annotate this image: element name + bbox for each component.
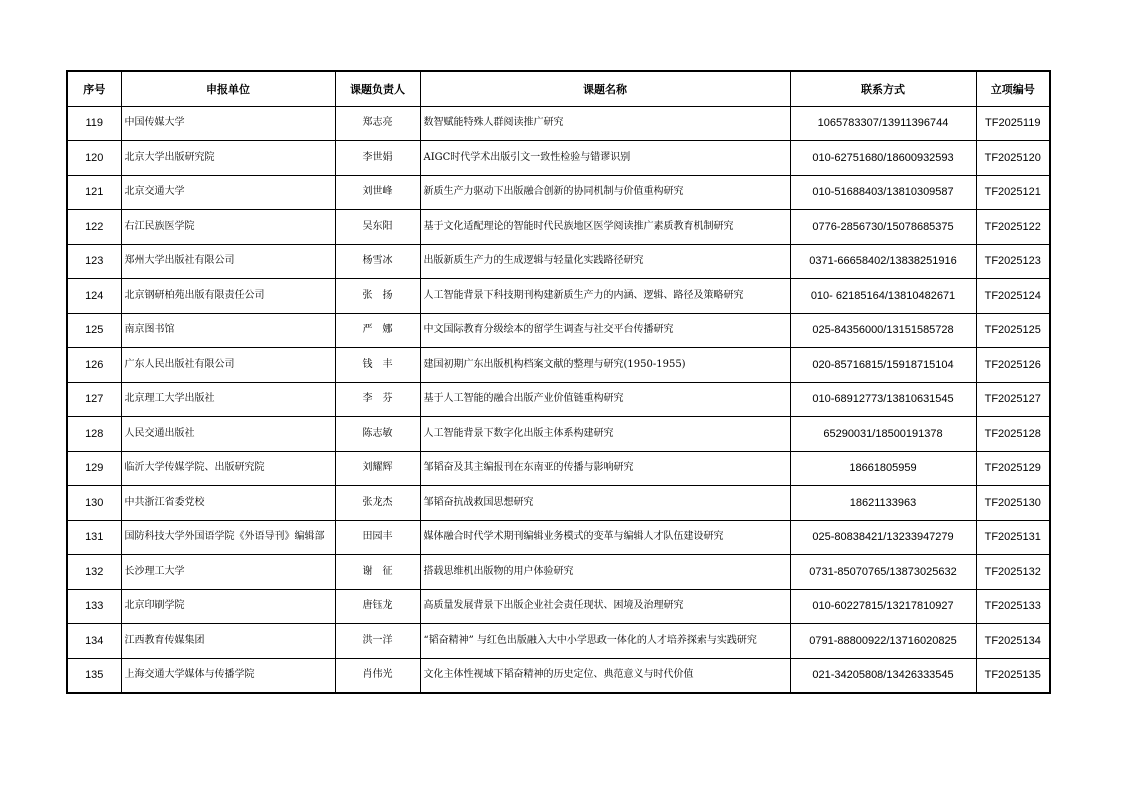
cell-title: 新质生产力驱动下出版融合创新的协同机制与价值重构研究 [420, 175, 790, 210]
cell-code: TF2025125 [976, 313, 1050, 348]
cell-unit: 南京图书馆 [121, 313, 335, 348]
cell-leader: 洪一洋 [335, 624, 420, 659]
cell-index: 128 [67, 417, 121, 452]
cell-leader: 郑志亮 [335, 106, 420, 141]
cell-unit: 上海交通大学媒体与传播学院 [121, 658, 335, 693]
cell-title: 基于人工智能的融合出版产业价值链重构研究 [420, 382, 790, 417]
cell-title: 搭载思维机出版物的用户体验研究 [420, 555, 790, 590]
cell-code: TF2025121 [976, 175, 1050, 210]
cell-code: TF2025135 [976, 658, 1050, 693]
table-row [67, 624, 1050, 659]
cell-code: TF2025122 [976, 210, 1050, 245]
cell-index: 131 [67, 520, 121, 555]
cell-index: 127 [67, 382, 121, 417]
cell-contact: 020-85716815/15918715104 [790, 348, 976, 383]
cell-contact: 0371-66658402/13838251916 [790, 244, 976, 279]
header-index: 序号 [67, 71, 121, 106]
cell-index: 130 [67, 486, 121, 521]
cell-code: TF2025120 [976, 141, 1050, 176]
cell-contact: 0776-2856730/15078685375 [790, 210, 976, 245]
cell-leader: 田园丰 [335, 520, 420, 555]
cell-contact: 18661805959 [790, 451, 976, 486]
table-row [67, 313, 1050, 348]
cell-code: TF2025127 [976, 382, 1050, 417]
cell-leader: 张龙杰 [335, 486, 420, 521]
table-row [67, 244, 1050, 279]
cell-title: 中文国际教育分级绘本的留学生调查与社交平台传播研究 [420, 313, 790, 348]
table-row [67, 210, 1050, 245]
cell-index: 132 [67, 555, 121, 590]
table-header-row [67, 71, 1050, 106]
table-row [67, 106, 1050, 141]
cell-contact: 65290031/18500191378 [790, 417, 976, 452]
cell-unit: 广东人民出版社有限公司 [121, 348, 335, 383]
cell-leader: 钱 丰 [335, 348, 420, 383]
cell-contact: 010-68912773/13810631545 [790, 382, 976, 417]
table-row [67, 175, 1050, 210]
cell-index: 120 [67, 141, 121, 176]
cell-unit: 北京钢研柏苑出版有限责任公司 [121, 279, 335, 314]
table-row [67, 451, 1050, 486]
table-row [67, 555, 1050, 590]
cell-unit: 右江民族医学院 [121, 210, 335, 245]
cell-unit: 北京交通大学 [121, 175, 335, 210]
header-leader: 课题负责人 [335, 71, 420, 106]
cell-leader: 张 扬 [335, 279, 420, 314]
cell-unit: 北京印刷学院 [121, 589, 335, 624]
cell-index: 122 [67, 210, 121, 245]
cell-leader: 严 娜 [335, 313, 420, 348]
cell-unit: 人民交通出版社 [121, 417, 335, 452]
cell-title: “韬奋精神” 与红色出版融入大中小学思政一体化的人才培养探索与实践研究 [420, 624, 790, 659]
cell-index: 134 [67, 624, 121, 659]
header-contact: 联系方式 [790, 71, 976, 106]
table-row [67, 348, 1050, 383]
cell-index: 126 [67, 348, 121, 383]
cell-contact: 021-34205808/13426333545 [790, 658, 976, 693]
cell-title: 出版新质生产力的生成逻辑与轻量化实践路径研究 [420, 244, 790, 279]
cell-title: 数智赋能特殊人群阅读推广研究 [420, 106, 790, 141]
table-row [67, 382, 1050, 417]
cell-code: TF2025133 [976, 589, 1050, 624]
cell-leader: 刘耀辉 [335, 451, 420, 486]
cell-code: TF2025129 [976, 451, 1050, 486]
cell-title: 人工智能背景下数字化出版主体系构建研究 [420, 417, 790, 452]
cell-title: 人工智能背景下科技期刊构建新质生产力的内涵、逻辑、路径及策略研究 [420, 279, 790, 314]
cell-code: TF2025123 [976, 244, 1050, 279]
cell-code: TF2025119 [976, 106, 1050, 141]
cell-unit: 长沙理工大学 [121, 555, 335, 590]
cell-title: 文化主体性视域下韬奋精神的历史定位、典范意义与时代价值 [420, 658, 790, 693]
table-row [67, 279, 1050, 314]
cell-index: 125 [67, 313, 121, 348]
cell-index: 119 [67, 106, 121, 141]
cell-index: 121 [67, 175, 121, 210]
project-table-sheet [66, 70, 1051, 694]
cell-leader: 谢 征 [335, 555, 420, 590]
cell-code: TF2025130 [976, 486, 1050, 521]
cell-unit: 北京大学出版研究院 [121, 141, 335, 176]
cell-index: 123 [67, 244, 121, 279]
cell-unit: 郑州大学出版社有限公司 [121, 244, 335, 279]
header-unit: 申报单位 [121, 71, 335, 106]
project-table [66, 70, 1051, 694]
cell-index: 135 [67, 658, 121, 693]
cell-contact: 025-84356000/13151585728 [790, 313, 976, 348]
cell-leader: 李 芬 [335, 382, 420, 417]
cell-leader: 吴东阳 [335, 210, 420, 245]
cell-contact: 010-62751680/18600932593 [790, 141, 976, 176]
table-row [67, 589, 1050, 624]
cell-unit: 江西教育传媒集团 [121, 624, 335, 659]
header-title: 课题名称 [420, 71, 790, 106]
cell-title: 高质量发展背景下出版企业社会责任现状、困境及治理研究 [420, 589, 790, 624]
cell-unit: 临沂大学传媒学院、出版研究院 [121, 451, 335, 486]
cell-unit: 北京理工大学出版社 [121, 382, 335, 417]
cell-contact: 1065783307/13911396744 [790, 106, 976, 141]
cell-contact: 0731-85070765/13873025632 [790, 555, 976, 590]
cell-index: 129 [67, 451, 121, 486]
table-row [67, 417, 1050, 452]
cell-leader: 陈志敏 [335, 417, 420, 452]
cell-contact: 010- 62185164/13810482671 [790, 279, 976, 314]
cell-code: TF2025134 [976, 624, 1050, 659]
table-row [67, 486, 1050, 521]
cell-code: TF2025128 [976, 417, 1050, 452]
cell-title: 基于文化适配理论的智能时代民族地区医学阅读推广素质教育机制研究 [420, 210, 790, 245]
cell-title: 邹韬奋及其主编报刊在东南亚的传播与影响研究 [420, 451, 790, 486]
cell-leader: 刘世峰 [335, 175, 420, 210]
cell-unit: 中共浙江省委党校 [121, 486, 335, 521]
cell-index: 133 [67, 589, 121, 624]
cell-contact: 010-60227815/13217810927 [790, 589, 976, 624]
cell-code: TF2025124 [976, 279, 1050, 314]
cell-title: 建国初期广东出版机构档案文献的整理与研究(1950-1955) [420, 348, 790, 383]
cell-leader: 唐钰龙 [335, 589, 420, 624]
header-code: 立项编号 [976, 71, 1050, 106]
cell-contact: 18621133963 [790, 486, 976, 521]
cell-leader: 杨雪冰 [335, 244, 420, 279]
cell-code: TF2025126 [976, 348, 1050, 383]
cell-leader: 肖伟光 [335, 658, 420, 693]
cell-code: TF2025131 [976, 520, 1050, 555]
cell-code: TF2025132 [976, 555, 1050, 590]
cell-unit: 国防科技大学外国语学院《外语导刊》编辑部 [121, 520, 335, 555]
table-row [67, 658, 1050, 693]
cell-title: 邹韬奋抗战救国思想研究 [420, 486, 790, 521]
cell-index: 124 [67, 279, 121, 314]
cell-title: AIGC时代学术出版引文一致性检验与错谬识别 [420, 141, 790, 176]
cell-title: 媒体融合时代学术期刊编辑业务模式的变革与编辑人才队伍建设研究 [420, 520, 790, 555]
table-row [67, 520, 1050, 555]
cell-unit: 中国传媒大学 [121, 106, 335, 141]
table-row [67, 141, 1050, 176]
cell-contact: 010-51688403/13810309587 [790, 175, 976, 210]
cell-leader: 李世娟 [335, 141, 420, 176]
cell-contact: 0791-88800922/13716020825 [790, 624, 976, 659]
cell-contact: 025-80838421/13233947279 [790, 520, 976, 555]
